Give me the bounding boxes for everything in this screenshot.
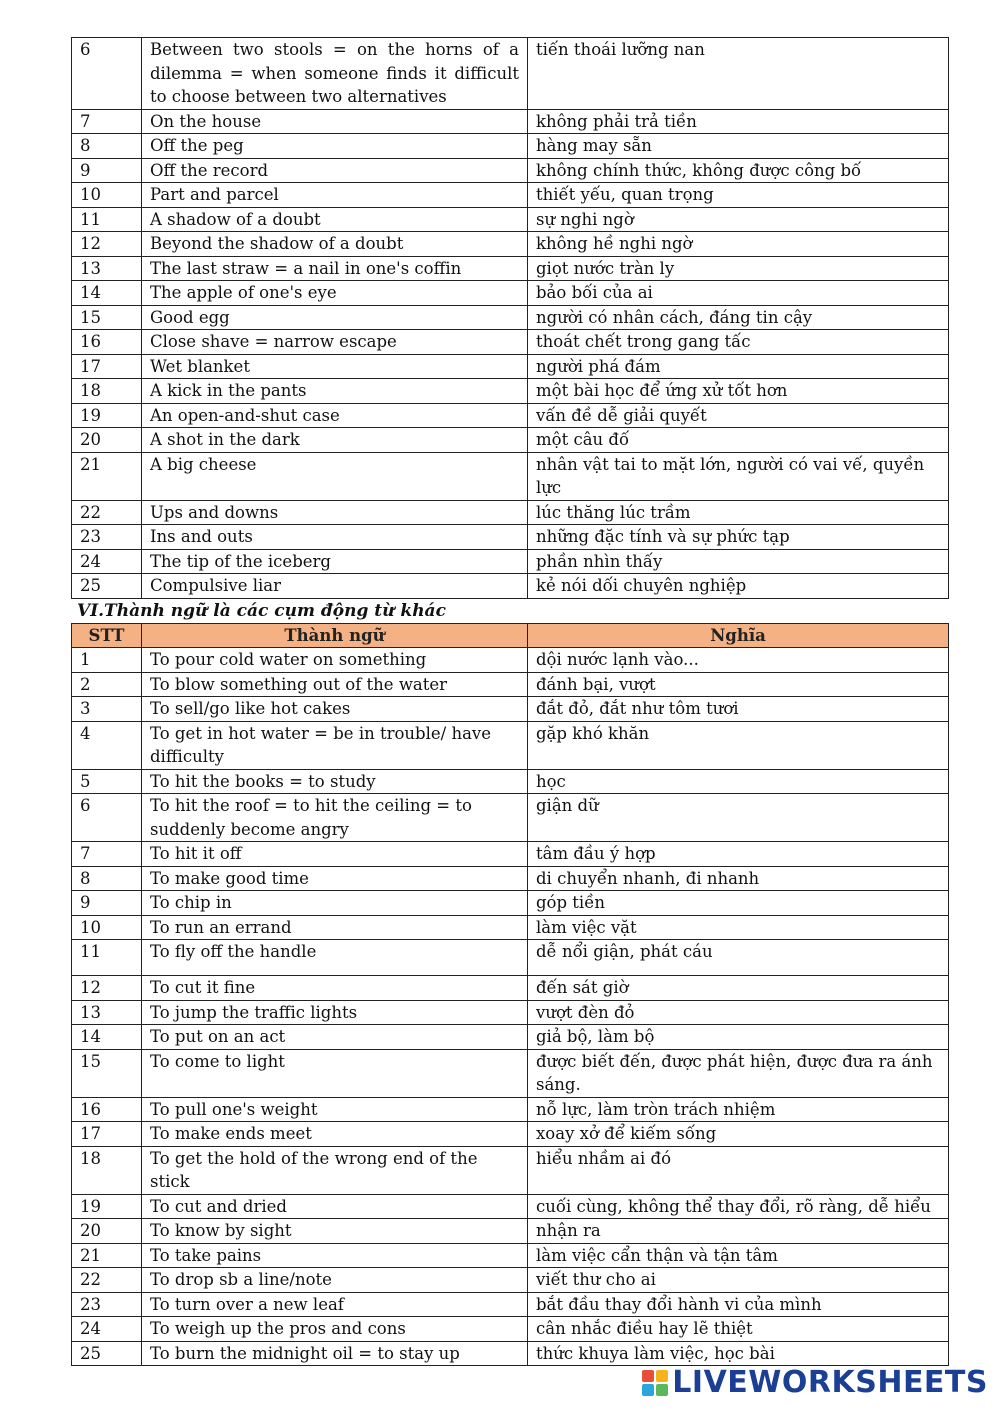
table-row bbox=[72, 38, 949, 110]
cell-no: 10 bbox=[72, 915, 142, 940]
cell-idiom: To fly off the handle bbox=[142, 940, 528, 976]
cell-idiom: Off the record bbox=[142, 158, 528, 183]
cell-idiom: A shadow of a doubt bbox=[142, 207, 528, 232]
table-row bbox=[72, 769, 949, 794]
cell-meaning: cân nhắc điều hay lẽ thiệt bbox=[528, 1317, 949, 1342]
table-row bbox=[72, 109, 949, 134]
logo-mark-icon bbox=[642, 1370, 668, 1396]
cell-no: 18 bbox=[72, 1146, 142, 1194]
cell-no: 1 bbox=[72, 648, 142, 673]
cell-idiom: To pull one's weight bbox=[142, 1097, 528, 1122]
table-row bbox=[72, 525, 949, 550]
table-row bbox=[72, 207, 949, 232]
cell-no: 9 bbox=[72, 158, 142, 183]
table-row bbox=[72, 574, 949, 599]
cell-meaning: tâm đầu ý hợp bbox=[528, 842, 949, 867]
table-row bbox=[72, 452, 949, 500]
table-row bbox=[72, 1025, 949, 1050]
cell-no: 18 bbox=[72, 379, 142, 404]
cell-no: 15 bbox=[72, 305, 142, 330]
cell-no: 21 bbox=[72, 452, 142, 500]
cell-no: 22 bbox=[72, 1268, 142, 1293]
cell-no: 8 bbox=[72, 866, 142, 891]
table-row bbox=[72, 1049, 949, 1097]
cell-idiom: Good egg bbox=[142, 305, 528, 330]
cell-no: 25 bbox=[72, 574, 142, 599]
cell-idiom: Close shave = narrow escape bbox=[142, 330, 528, 355]
table-row bbox=[72, 1122, 949, 1147]
cell-idiom: Between two stools = on the horns of a dilemma = when someone finds it difficult to choose between two alternatives bbox=[142, 38, 528, 110]
cell-idiom: Ins and outs bbox=[142, 525, 528, 550]
cell-meaning: nỗ lực, làm tròn trách nhiệm bbox=[528, 1097, 949, 1122]
cell-meaning: giận dữ bbox=[528, 794, 949, 842]
cell-meaning: cuối cùng, không thể thay đổi, rõ ràng, dễ hiểu bbox=[528, 1194, 949, 1219]
cell-meaning: hàng may sẵn bbox=[528, 134, 949, 159]
cell-idiom: The last straw = a nail in one's coffin bbox=[142, 256, 528, 281]
cell-no: 23 bbox=[72, 1292, 142, 1317]
cell-meaning: góp tiền bbox=[528, 891, 949, 916]
cell-idiom: To burn the midnight oil = to stay up bbox=[142, 1341, 528, 1366]
cell-meaning: làm việc vặt bbox=[528, 915, 949, 940]
cell-meaning: di chuyển nhanh, đi nhanh bbox=[528, 866, 949, 891]
table-row bbox=[72, 330, 949, 355]
cell-idiom: To make good time bbox=[142, 866, 528, 891]
cell-idiom: To come to light bbox=[142, 1049, 528, 1097]
cell-no: 12 bbox=[72, 232, 142, 257]
header-idiom: Thành ngữ bbox=[142, 623, 528, 648]
cell-no: 22 bbox=[72, 500, 142, 525]
cell-no: 24 bbox=[72, 549, 142, 574]
cell-no: 3 bbox=[72, 697, 142, 722]
table-row bbox=[72, 940, 949, 976]
cell-meaning: viết thư cho ai bbox=[528, 1268, 949, 1293]
cell-meaning: không hề nghi ngờ bbox=[528, 232, 949, 257]
cell-meaning: kẻ nói dối chuyên nghiệp bbox=[528, 574, 949, 599]
table-row bbox=[72, 721, 949, 769]
cell-idiom: To blow something out of the water bbox=[142, 672, 528, 697]
cell-meaning: bắt đầu thay đổi hành vi của mình bbox=[528, 1292, 949, 1317]
cell-idiom: A kick in the pants bbox=[142, 379, 528, 404]
cell-no: 16 bbox=[72, 330, 142, 355]
cell-meaning: được biết đến, được phát hiện, được đưa ra ánh sáng. bbox=[528, 1049, 949, 1097]
cell-idiom: To hit the roof = to hit the ceiling = to suddenly become angry bbox=[142, 794, 528, 842]
table-row bbox=[72, 379, 949, 404]
cell-no: 9 bbox=[72, 891, 142, 916]
cell-meaning: thức khuya làm việc, học bài bbox=[528, 1341, 949, 1366]
table-row bbox=[72, 403, 949, 428]
cell-no: 24 bbox=[72, 1317, 142, 1342]
cell-no: 23 bbox=[72, 525, 142, 550]
cell-meaning: giả bộ, làm bộ bbox=[528, 1025, 949, 1050]
phrasal-idioms-table bbox=[71, 623, 949, 1367]
cell-idiom: To pour cold water on something bbox=[142, 648, 528, 673]
cell-idiom: Ups and downs bbox=[142, 500, 528, 525]
cell-no: 20 bbox=[72, 428, 142, 453]
table-row bbox=[72, 842, 949, 867]
cell-no: 4 bbox=[72, 721, 142, 769]
table-row bbox=[72, 697, 949, 722]
table-row bbox=[72, 915, 949, 940]
cell-idiom: To know by sight bbox=[142, 1219, 528, 1244]
cell-idiom: To put on an act bbox=[142, 1025, 528, 1050]
table-row bbox=[72, 1341, 949, 1366]
cell-idiom: To make ends meet bbox=[142, 1122, 528, 1147]
cell-meaning: nhận ra bbox=[528, 1219, 949, 1244]
cell-idiom: A shot in the dark bbox=[142, 428, 528, 453]
cell-meaning: xoay xở để kiếm sống bbox=[528, 1122, 949, 1147]
cell-meaning: sự nghi ngờ bbox=[528, 207, 949, 232]
cell-meaning: hiểu nhầm ai đó bbox=[528, 1146, 949, 1194]
cell-meaning: giọt nước tràn ly bbox=[528, 256, 949, 281]
cell-no: 15 bbox=[72, 1049, 142, 1097]
table-row bbox=[72, 794, 949, 842]
table-row bbox=[72, 1146, 949, 1194]
cell-meaning: tiến thoái lưỡng nan bbox=[528, 38, 949, 110]
cell-idiom: The apple of one's eye bbox=[142, 281, 528, 306]
table-row bbox=[72, 1097, 949, 1122]
cell-meaning: đến sát giờ bbox=[528, 976, 949, 1001]
cell-idiom: To chip in bbox=[142, 891, 528, 916]
cell-idiom: An open-and-shut case bbox=[142, 403, 528, 428]
cell-no: 7 bbox=[72, 109, 142, 134]
idioms-table-continued bbox=[71, 37, 949, 599]
table-row bbox=[72, 1317, 949, 1342]
cell-no: 17 bbox=[72, 1122, 142, 1147]
cell-meaning: dễ nổi giận, phát cáu bbox=[528, 940, 949, 976]
cell-idiom: To get in hot water = be in trouble/ have difficulty bbox=[142, 721, 528, 769]
cell-meaning: học bbox=[528, 769, 949, 794]
table-row bbox=[72, 354, 949, 379]
worksheet-page bbox=[71, 37, 948, 1366]
logo-text: LIVEWORKSHEETS bbox=[672, 1365, 988, 1400]
table-row bbox=[72, 134, 949, 159]
cell-no: 11 bbox=[72, 940, 142, 976]
cell-idiom: Off the peg bbox=[142, 134, 528, 159]
cell-no: 16 bbox=[72, 1097, 142, 1122]
table-row bbox=[72, 1243, 949, 1268]
cell-no: 5 bbox=[72, 769, 142, 794]
cell-idiom: Part and parcel bbox=[142, 183, 528, 208]
table-row bbox=[72, 866, 949, 891]
table-row bbox=[72, 158, 949, 183]
cell-idiom: To hit it off bbox=[142, 842, 528, 867]
cell-meaning: đắt đỏ, đắt như tôm tươi bbox=[528, 697, 949, 722]
cell-no: 13 bbox=[72, 1000, 142, 1025]
cell-no: 25 bbox=[72, 1341, 142, 1366]
cell-no: 11 bbox=[72, 207, 142, 232]
cell-idiom: Wet blanket bbox=[142, 354, 528, 379]
cell-no: 14 bbox=[72, 1025, 142, 1050]
table-row bbox=[72, 1000, 949, 1025]
cell-no: 21 bbox=[72, 1243, 142, 1268]
cell-meaning: lúc thăng lúc trầm bbox=[528, 500, 949, 525]
cell-idiom: To take pains bbox=[142, 1243, 528, 1268]
cell-idiom: To drop sb a line/note bbox=[142, 1268, 528, 1293]
table-row bbox=[72, 1268, 949, 1293]
cell-no: 2 bbox=[72, 672, 142, 697]
cell-idiom: To cut it fine bbox=[142, 976, 528, 1001]
cell-no: 10 bbox=[72, 183, 142, 208]
cell-meaning: một bài học để ứng xử tốt hơn bbox=[528, 379, 949, 404]
cell-meaning: vấn đề dễ giải quyết bbox=[528, 403, 949, 428]
cell-meaning: một câu đố bbox=[528, 428, 949, 453]
table-row bbox=[72, 428, 949, 453]
table-row bbox=[72, 1292, 949, 1317]
cell-meaning: bảo bối của ai bbox=[528, 281, 949, 306]
cell-idiom: To turn over a new leaf bbox=[142, 1292, 528, 1317]
table-row bbox=[72, 891, 949, 916]
cell-meaning: những đặc tính và sự phức tạp bbox=[528, 525, 949, 550]
table-row bbox=[72, 183, 949, 208]
cell-meaning: phần nhìn thấy bbox=[528, 549, 949, 574]
table-row bbox=[72, 256, 949, 281]
cell-no: 17 bbox=[72, 354, 142, 379]
table-header-row bbox=[72, 623, 949, 648]
cell-no: 7 bbox=[72, 842, 142, 867]
header-stt: STT bbox=[72, 623, 142, 648]
cell-meaning: người có nhân cách, đáng tin cậy bbox=[528, 305, 949, 330]
cell-meaning: người phá đám bbox=[528, 354, 949, 379]
cell-no: 12 bbox=[72, 976, 142, 1001]
header-meaning: Nghĩa bbox=[528, 623, 949, 648]
table-row bbox=[72, 500, 949, 525]
cell-no: 13 bbox=[72, 256, 142, 281]
cell-no: 8 bbox=[72, 134, 142, 159]
cell-meaning: dội nước lạnh vào... bbox=[528, 648, 949, 673]
table-row bbox=[72, 281, 949, 306]
cell-meaning: không chính thức, không được công bố bbox=[528, 158, 949, 183]
cell-idiom: Compulsive liar bbox=[142, 574, 528, 599]
cell-no: 6 bbox=[72, 794, 142, 842]
cell-meaning: làm việc cẩn thận và tận tâm bbox=[528, 1243, 949, 1268]
cell-meaning: đánh bại, vượt bbox=[528, 672, 949, 697]
table-row bbox=[72, 305, 949, 330]
cell-idiom: On the house bbox=[142, 109, 528, 134]
table-row bbox=[72, 549, 949, 574]
cell-idiom: A big cheese bbox=[142, 452, 528, 500]
cell-no: 6 bbox=[72, 38, 142, 110]
table-row bbox=[72, 976, 949, 1001]
cell-idiom: To jump the traffic lights bbox=[142, 1000, 528, 1025]
cell-meaning: không phải trả tiền bbox=[528, 109, 949, 134]
cell-meaning: gặp khó khăn bbox=[528, 721, 949, 769]
cell-idiom: To get the hold of the wrong end of the stick bbox=[142, 1146, 528, 1194]
cell-idiom: To hit the books = to study bbox=[142, 769, 528, 794]
cell-no: 19 bbox=[72, 403, 142, 428]
table-row bbox=[72, 1194, 949, 1219]
table-row bbox=[72, 232, 949, 257]
cell-meaning: thoát chết trong gang tấc bbox=[528, 330, 949, 355]
table-row bbox=[72, 1219, 949, 1244]
cell-idiom: The tip of the iceberg bbox=[142, 549, 528, 574]
cell-meaning: thiết yếu, quan trọng bbox=[528, 183, 949, 208]
cell-idiom: Beyond the shadow of a doubt bbox=[142, 232, 528, 257]
cell-meaning: vượt đèn đỏ bbox=[528, 1000, 949, 1025]
cell-meaning: nhân vật tai to mặt lớn, người có vai vế, quyền lực bbox=[528, 452, 949, 500]
section-title: VI.Thành ngữ là các cụm động từ khác bbox=[77, 600, 446, 621]
cell-idiom: To run an errand bbox=[142, 915, 528, 940]
cell-no: 20 bbox=[72, 1219, 142, 1244]
cell-no: 19 bbox=[72, 1194, 142, 1219]
liveworksheets-logo bbox=[642, 1365, 988, 1400]
cell-idiom: To sell/go like hot cakes bbox=[142, 697, 528, 722]
cell-idiom: To cut and dried bbox=[142, 1194, 528, 1219]
cell-no: 14 bbox=[72, 281, 142, 306]
table-row bbox=[72, 648, 949, 673]
table-row bbox=[72, 672, 949, 697]
cell-idiom: To weigh up the pros and cons bbox=[142, 1317, 528, 1342]
